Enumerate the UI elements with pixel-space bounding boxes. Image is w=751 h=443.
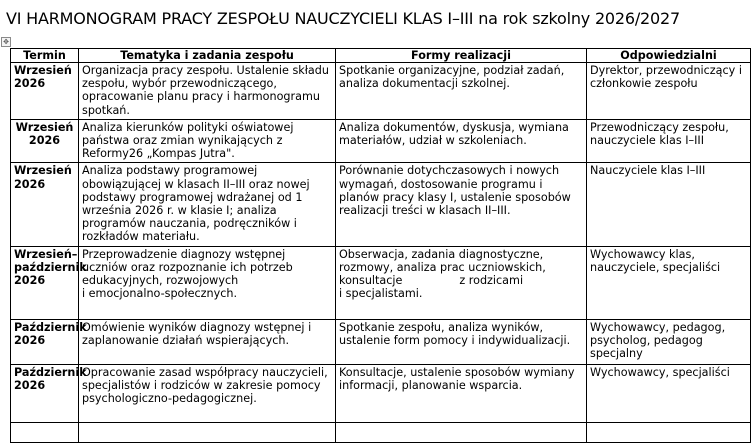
cell-topics: Omówienie wyników diagnozy wstępnej i zaplanowanie działań wspierających. — [79, 319, 336, 364]
cell-responsible: Nauczyciele klas I–III — [587, 163, 751, 246]
cell-responsible: Przewodniczący zespołu, nauczyciele klas I–III — [587, 119, 751, 163]
cell-responsible: Wychowawcy, pedagog, psycholog, pedagog specjalny — [587, 319, 751, 364]
cell-term: Październik 2026 — [11, 364, 79, 422]
cell-forms: Porównanie dotychczasowych i nowych wymagań, dostosowanie programu i planów pracy klasy I, ustalenie sposobów realizacji treści w klasach II–III. — [336, 163, 587, 246]
cell-term: Wrzesień 2026 — [11, 119, 79, 163]
schedule-table — [10, 48, 751, 443]
table-row-cut-off — [11, 422, 751, 442]
cell-topics: Opracowanie zasad współpracy nauczycieli, specjalistów i rodziców w zakresie pomocy psychologiczno-pedagogicznej. — [79, 364, 336, 422]
cell-term: Wrzesień 2026 — [11, 163, 79, 246]
cell-forms: Konsultacje, ustalenie sposobów wymiany informacji, planowanie wsparcia. — [336, 364, 587, 422]
table-header-row — [11, 49, 751, 63]
cell-topics: Analiza kierunków polityki oświatowej państwa oraz zmian wynikających z Reformy26 „Kompas Jutra". — [79, 119, 336, 163]
cell-forms: Obserwacja, zadania diagnostyczne, rozmowy, analiza prac uczniowskich, konsultacje z rodzicami i specjalistami. — [336, 246, 587, 319]
cell-topics: Organizacja pracy zespołu. Ustalenie składu zespołu, wybór przewodniczącego, opracowanie planu pracy i harmonogramu spotkań. — [79, 63, 336, 120]
cell-term: Wrzesień 2026 — [11, 63, 79, 120]
cell-forms: Analiza dokumentów, dyskusja, wymiana materiałów, udział w szkoleniach. — [336, 119, 587, 163]
table-row — [11, 246, 751, 319]
cell-term — [11, 422, 79, 442]
cell-term: Październik 2026 — [11, 319, 79, 364]
table-row — [11, 319, 751, 364]
cell-topics — [79, 422, 336, 442]
document-title: VI HARMONOGRAM PRACY ZESPOŁU NAUCZYCIELI KLAS I–III na rok szkolny 2026/2027 — [6, 9, 680, 28]
cell-forms: Spotkanie organizacyjne, podział zadań, analiza dokumentacji szkolnej. — [336, 63, 587, 120]
header-term: Termin — [11, 49, 79, 63]
header-topics: Tematyka i zadania zespołu — [79, 49, 336, 63]
cell-responsible — [587, 422, 751, 442]
header-forms: Formy realizacji — [336, 49, 587, 63]
cell-responsible: Wychowawcy, specjaliści — [587, 364, 751, 422]
cell-forms — [336, 422, 587, 442]
header-responsible: Odpowiedzialni — [587, 49, 751, 63]
cell-forms: Spotkanie zespołu, analiza wyników, ustalenie form pomocy i indywidualizacji. — [336, 319, 587, 364]
table-row — [11, 63, 751, 120]
table-row — [11, 364, 751, 422]
cell-topics: Przeprowadzenie diagnozy wstępnej uczniów oraz rozpoznanie ich potrzeb edukacyjnych, rozwojowych i emocjonalno-społecznych. — [79, 246, 336, 319]
cell-topics: Analiza podstawy programowej obowiązującej w klasach II–III oraz nowej podstawy programowej wdrażanej od 1 września 2026 r. w klasie I; analiza programów nauczania, podręczników i rozkładów materiału. — [79, 163, 336, 246]
table-row — [11, 119, 751, 163]
cell-term: Wrzesień– październik 2026 — [11, 246, 79, 319]
move-table-icon[interactable]: ✥ — [1, 37, 11, 47]
table-row — [11, 163, 751, 246]
cell-responsible: Wychowawcy klas, nauczyciele, specjaliści — [587, 246, 751, 319]
cell-responsible: Dyrektor, przewodniczący i członkowie zespołu — [587, 63, 751, 120]
